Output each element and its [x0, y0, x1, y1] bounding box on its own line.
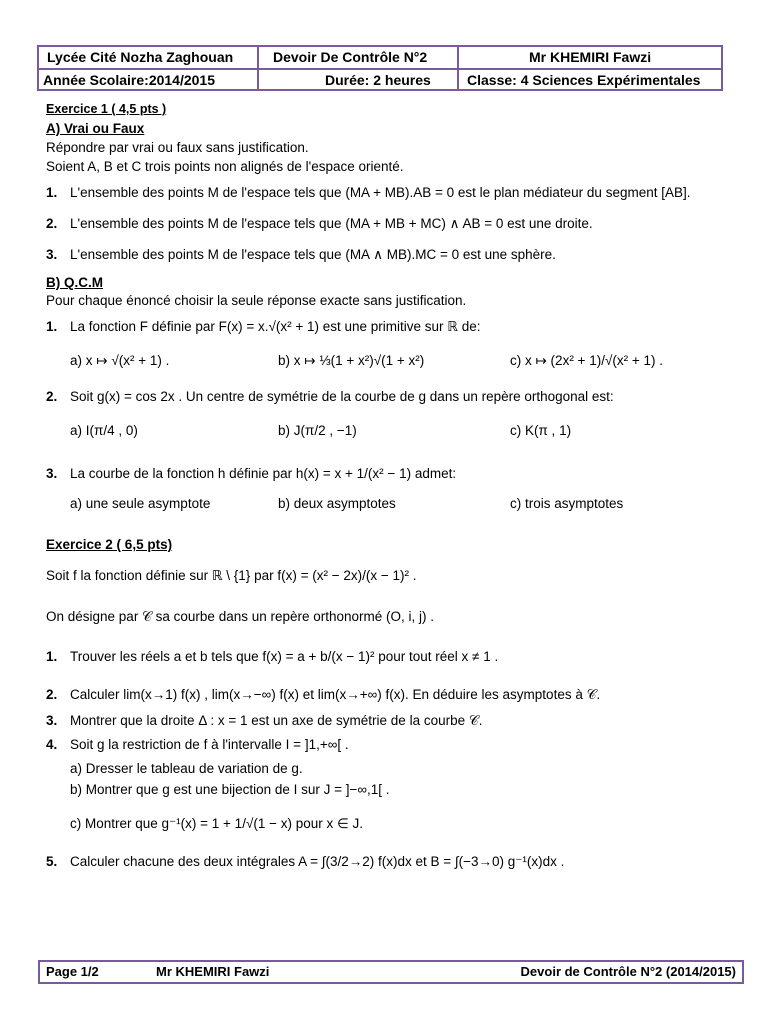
exercise-2-intro-2: On désigne par 𝒞 sa courbe dans un repère orthonormé (O, i, j) . — [46, 609, 435, 624]
qcm-1-option-c: c) x ↦ (2x² + 1)/√(x² + 1) . — [510, 353, 663, 368]
section-b-title: B) Q.C.M — [46, 275, 103, 290]
section-b-intro: Pour chaque énoncé choisir la seule réponse exacte sans justification. — [46, 293, 467, 308]
item-number: 2. — [46, 687, 58, 702]
qcm-3-option-c: c) trois asymptotes — [510, 496, 624, 511]
item-number: 3. — [46, 466, 58, 481]
school-year: Année Scolaire:2014/2015 — [43, 72, 215, 88]
exercise-2-item-4a: a) Dresser le tableau de variation de g. — [70, 761, 303, 776]
section-a-intro-1: Répondre par vrai ou faux sans justification. — [46, 140, 309, 155]
item-number: 5. — [46, 854, 58, 869]
qcm-1-option-a: a) x ↦ √(x² + 1) . — [70, 353, 170, 368]
footer-teacher: Mr KHEMIRI Fawzi — [156, 964, 270, 979]
exercise-2-item-4b: b) Montrer que g est une bijection de I sur J = ]−∞,1[ . — [70, 782, 390, 797]
page-number: Page 1/2 — [46, 964, 99, 979]
qcm-2-option-a: a) I(π/4 , 0) — [70, 423, 138, 438]
footer-title: Devoir de Contrôle N°2 (2014/2015) — [520, 964, 736, 979]
exercise-2-item-4c: c) Montrer que g⁻¹(x) = 1 + 1/√(1 − x) pour x ∈ J. — [70, 816, 364, 831]
item-number: 1. — [46, 319, 58, 334]
school-name: Lycée Cité Nozha Zaghouan — [47, 49, 234, 65]
exercise-2-title: Exercice 2 ( 6,5 pts) — [46, 537, 173, 552]
exercise-2-item-4: Soit g la restriction de f à l'intervalle I = ]1,+∞[ . — [70, 737, 349, 752]
header-table — [37, 45, 723, 91]
section-a-title: A) Vrai ou Faux — [46, 121, 145, 136]
header-divider-h — [39, 68, 721, 70]
exercise-2-item-1: Trouver les réels a et b tels que f(x) = a + b/(x − 1)² pour tout réel x ≠ 1 . — [70, 649, 499, 664]
header-divider-v1 — [257, 47, 259, 89]
header-divider-v2 — [457, 47, 459, 89]
item-number: 2. — [46, 389, 58, 404]
exam-title: Devoir De Contrôle N°2 — [273, 49, 428, 65]
item-number: 1. — [46, 649, 58, 664]
true-false-item-3: L'ensemble des points M de l'espace tels que (MA ∧ MB).MC = 0 est une sphère. — [70, 247, 556, 262]
qcm-question-2: Soit g(x) = cos 2x . Un centre de symétrie de la courbe de g dans un repère orthogonal est: — [70, 389, 614, 404]
qcm-question-3: La courbe de la fonction h définie par h(x) = x + 1/(x² − 1) admet: — [70, 466, 457, 481]
qcm-question-1: La fonction F définie par F(x) = x.√(x² + 1) est une primitive sur ℝ de: — [70, 319, 481, 334]
exercise-2-item-5: Calculer chacune des deux intégrales A = ∫(3/2→2) f(x)dx et B = ∫(−3→0) g⁻¹(x)dx . — [70, 854, 565, 869]
item-number: 4. — [46, 737, 58, 752]
exercise-2-item-2: Calculer lim(x→1) f(x) , lim(x→−∞) f(x) et lim(x→+∞) f(x). En déduire les asymptotes à 𝒞. — [70, 687, 601, 702]
qcm-2-option-b: b) J(π/2 , −1) — [278, 423, 357, 438]
exercise-2-intro-1: Soit f la fonction définie sur ℝ \ {1} par f(x) = (x² − 2x)/(x − 1)² . — [46, 568, 417, 583]
true-false-item-1: L'ensemble des points M de l'espace tels que (MA + MB).AB = 0 est le plan médiateur du segment [AB]. — [70, 185, 691, 200]
item-number: 3. — [46, 713, 58, 728]
exercise-2-item-3: Montrer que la droite Δ : x = 1 est un axe de symétrie de la courbe 𝒞. — [70, 713, 483, 728]
item-number: 3. — [46, 247, 58, 262]
exercise-1-title: Exercice 1 ( 4,5 pts ) — [46, 102, 167, 116]
section-a-intro-2: Soient A, B et C trois points non alignés de l'espace orienté. — [46, 159, 404, 174]
qcm-2-option-c: c) K(π , 1) — [510, 423, 572, 438]
teacher-name: Mr KHEMIRI Fawzi — [529, 49, 652, 65]
qcm-1-option-b: b) x ↦ ⅓(1 + x²)√(1 + x²) — [278, 353, 425, 368]
class-name: Classe: 4 Sciences Expérimentales — [467, 72, 701, 88]
true-false-item-2: L'ensemble des points M de l'espace tels que (MA + MB + MC) ∧ AB = 0 est une droite. — [70, 216, 593, 231]
item-number: 2. — [46, 216, 58, 231]
exam-duration: Durée: 2 heures — [325, 72, 431, 88]
item-number: 1. — [46, 185, 58, 200]
qcm-3-option-b: b) deux asymptotes — [278, 496, 396, 511]
qcm-3-option-a: a) une seule asymptote — [70, 496, 211, 511]
footer-bar — [38, 960, 744, 984]
